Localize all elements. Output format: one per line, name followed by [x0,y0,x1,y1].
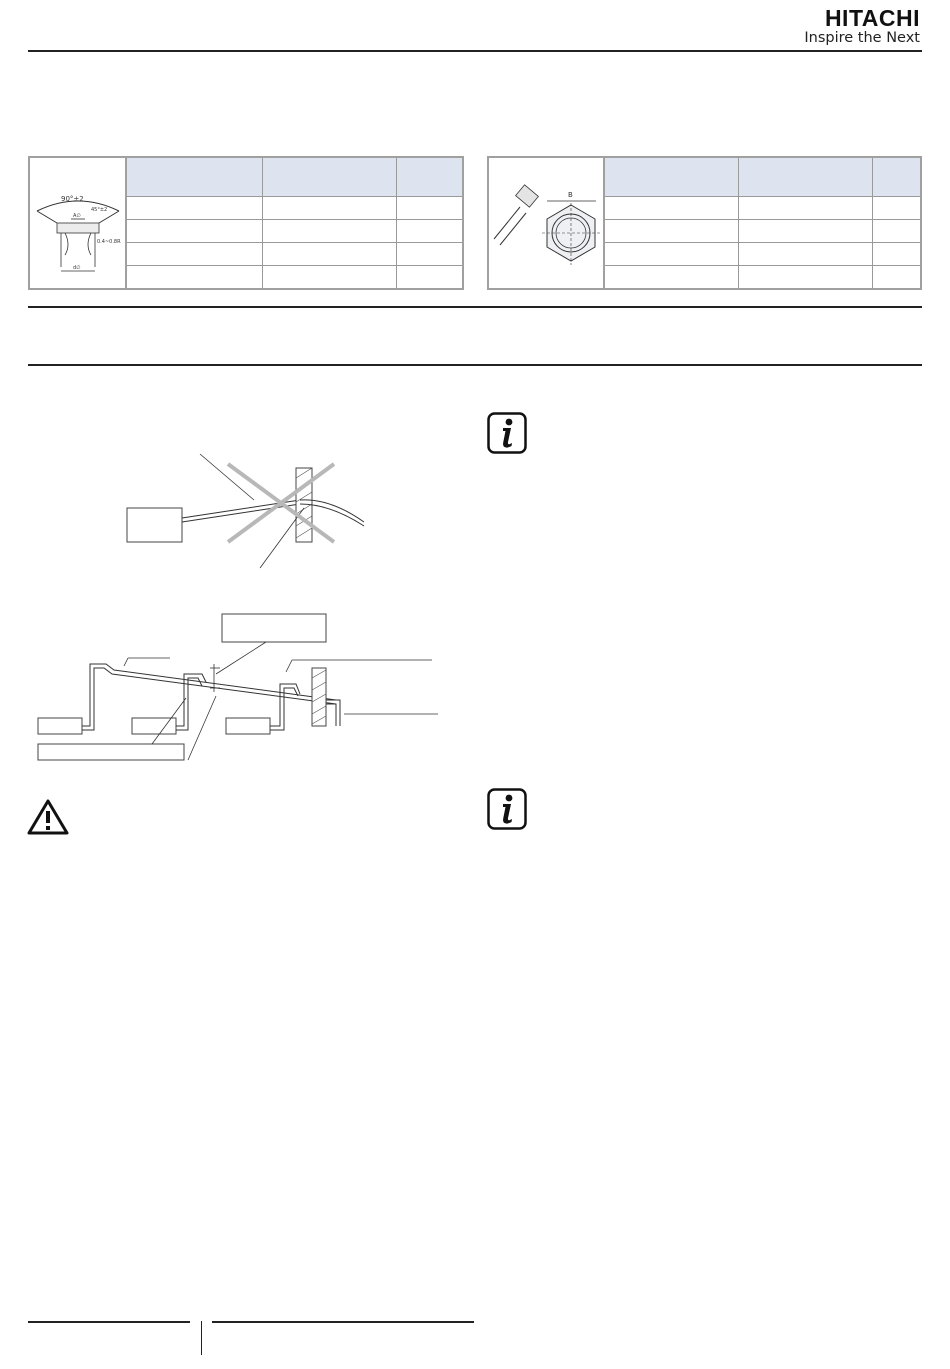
flare-nut-figure [488,157,604,289]
footer-divider [201,1321,202,1355]
nut-b-label: B [567,190,573,199]
brand-name: HITACHI [824,5,920,31]
flare-d-diameter-label: d∅ [72,264,81,271]
flare-drawing [31,167,125,275]
section-rule [28,364,922,366]
flare-nut-table [487,156,922,290]
footer-rule-left [28,1321,190,1323]
table-header-cell [262,157,396,197]
table-header-cell [604,157,739,197]
flare-nut-drawing [490,167,602,275]
warning-triangle-icon [26,798,70,836]
flare-figure [29,157,126,289]
info-icon [487,412,527,454]
indoor-unit-box [38,718,82,734]
header-rule [28,50,922,52]
flare-radius-label: 0.4~0.8R [96,238,121,245]
table-header-cell [396,157,463,197]
table-header-cell [873,157,921,197]
section-rule [28,306,922,308]
indoor-unit-box [127,508,182,542]
brand-tagline-text: Inspire the Next [804,30,920,46]
table-header-cell [126,157,262,197]
base-box [38,744,184,760]
callout-box [222,614,326,642]
footer-rule-right [212,1321,474,1323]
brand-tagline [804,30,920,46]
flare-secondary-angle-label: 45°±2 [90,206,107,213]
table-header-cell [738,157,873,197]
correct-piping-figure [36,612,442,764]
flare-dimension-table [28,156,464,290]
brand-logo [804,6,920,46]
flare-angle-label: 90°±2 [60,194,84,203]
incorrect-piping-figure [120,448,370,570]
info-icon [487,788,527,830]
indoor-unit-box [226,718,270,734]
flare-a-diameter-label: A∅ [72,212,81,219]
